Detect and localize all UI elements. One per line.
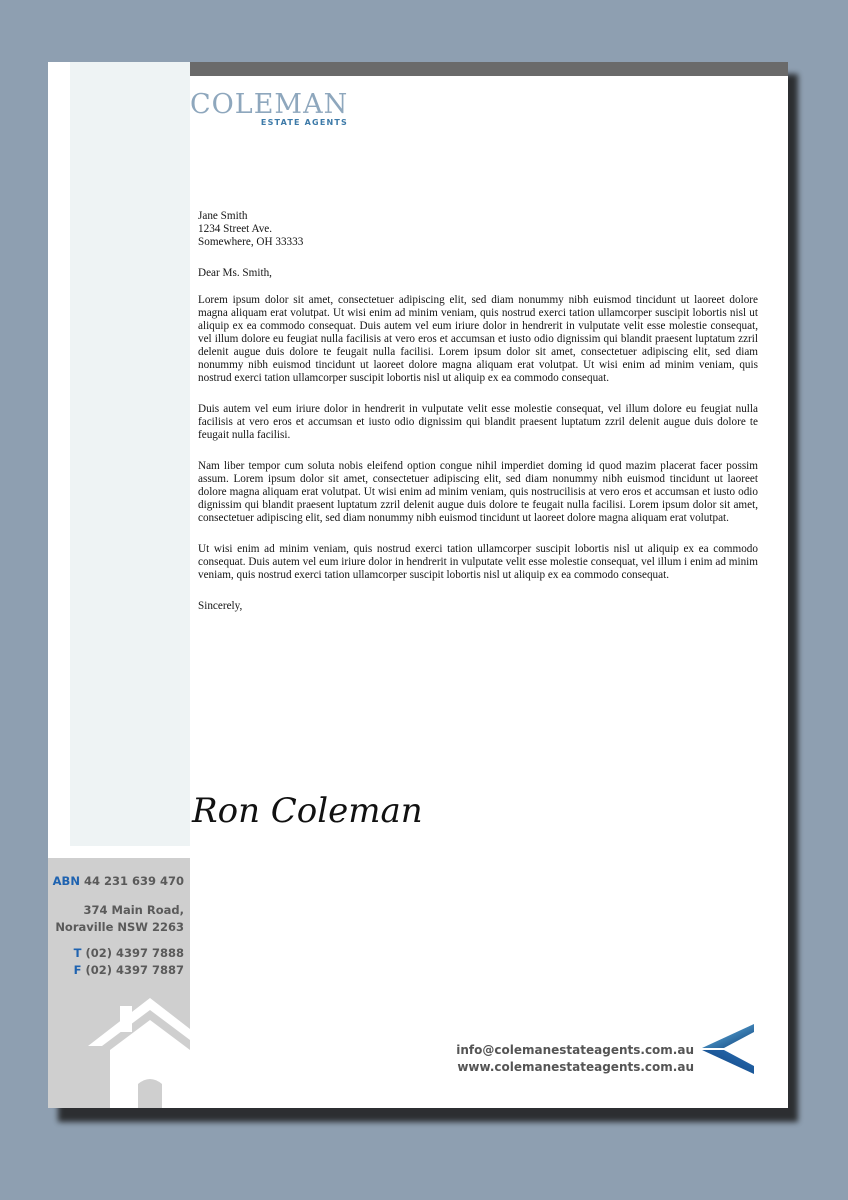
phone-label: T [73,946,82,960]
letter-body [198,210,758,613]
address-line-2: Noraville NSW 2263 [55,920,184,934]
recipient-name: Jane Smith [198,210,248,222]
abn-label: ABN [52,874,80,888]
salutation: Dear Ms. Smith, [198,267,272,279]
contact-block [456,1042,694,1076]
logo-name: COLEMAN [190,89,349,120]
recipient-street: 1234 Street Ave. [198,223,273,235]
website-link[interactable]: www.colemanestateagents.com.au [457,1060,694,1074]
signature [188,780,448,840]
chevron-arrow-icon [702,1024,756,1074]
fax-line [74,963,184,977]
paragraph-3: Nam liber tempor cum soluta nobis eleifend option congue nihil imperdiet doming id quod mazim placerat facer possim assum. Lorem ipsum dolor sit amet, consectetuer adipiscing elit, sed diam nonummy nibh euismod tincidunt ut laoreet dolore magna aliquam erat volutpat. Ut wisi enim ad minim veniam, quis nostrucilisis at vero eros et accumsan et iusto odio dignissim qui blandit praesent luptatum zzril delenit augue duis dolore te feugait nulla facilisi. Lorem ipsum dolor sit amet, consectetuer adipiscing elit, sed diam nonummy nibh euismod tincidunt ut laoreet dolore magna aliquam erat volutpat. [198,460,758,524]
house-icon [88,998,190,1108]
paragraph-1: Lorem ipsum dolor sit amet, consectetuer adipiscing elit, sed diam nonummy nibh euismod tincidunt ut laoreet dolore magna aliquam erat volutpat. Ut wisi enim ad minim veniam, quis nostrud exerci tation ullamcorper suscipit lobortis nisl ut aliquip ex ea commodo consequat. Duis autem vel eum iriure dolor in hendrerit in vulputate velit esse molestie consequat, vel illum dolore eu feugiat nulla facilisis at vero eros et accumsan et iusto odio dignissim qui blandit praesent luptatum zzril delenit augue duis dolore te feugait nulla facilisi. Lorem ipsum dolor sit amet, consectetuer adipiscing elit, sed diam nonummy nibh euismod tincidunt ut laoreet dolore magna aliquam erat volutpat. Ut wisi enim ad minim veniam, quis nostrud exerci tation ullamcorper suscipit lobortis nisl ut aliquip ex ea commodo consequat. [198,294,758,384]
signature-text: Ron Coleman [192,791,423,831]
address-line-1: 374 Main Road, [83,903,184,917]
paragraph-4: Ut wisi enim ad minim veniam, quis nostrud exerci tation ullamcorper suscipit lobortis nisl ut aliquip ex ea commodo consequat. Duis autem vel eum iriure dolor in hendrerit in vulputate velit esse molestie consequat, vel illum i enim ad minim veniam, quis nostrud exerci tation ullamcorper suscipit lobortis nisl ut aliquip ex ea commodo consequat. [198,543,758,581]
company-info-panel [48,858,190,1108]
letterhead-page [48,62,788,1108]
fax-value: (02) 4397 7887 [85,963,184,977]
company-logo [190,90,360,127]
recipient-address [198,210,758,249]
top-bar [190,62,788,76]
phone-line [74,946,184,960]
closing: Sincerely, [198,600,243,612]
left-stripe [70,62,190,846]
email-link[interactable]: info@colemanestateagents.com.au [456,1043,694,1057]
abn-value: 44 231 639 470 [83,874,184,888]
phone-value: (02) 4397 7888 [85,946,184,960]
abn-line [53,874,184,888]
recipient-city: Somewhere, OH 33333 [198,236,304,248]
fax-label: F [73,963,82,977]
paragraph-2: Duis autem vel eum iriure dolor in hendrerit in vulputate velit esse molestie consequat, vel illum dolore eu feugiat nulla facilisis at vero eros et accumsan et iusto odio dignissim qui blandit praesent luptatum zzril delenit augue duis dolore te feugait nulla facilisi. [198,403,758,441]
logo-subtitle: ESTATE AGENTS [260,118,348,127]
